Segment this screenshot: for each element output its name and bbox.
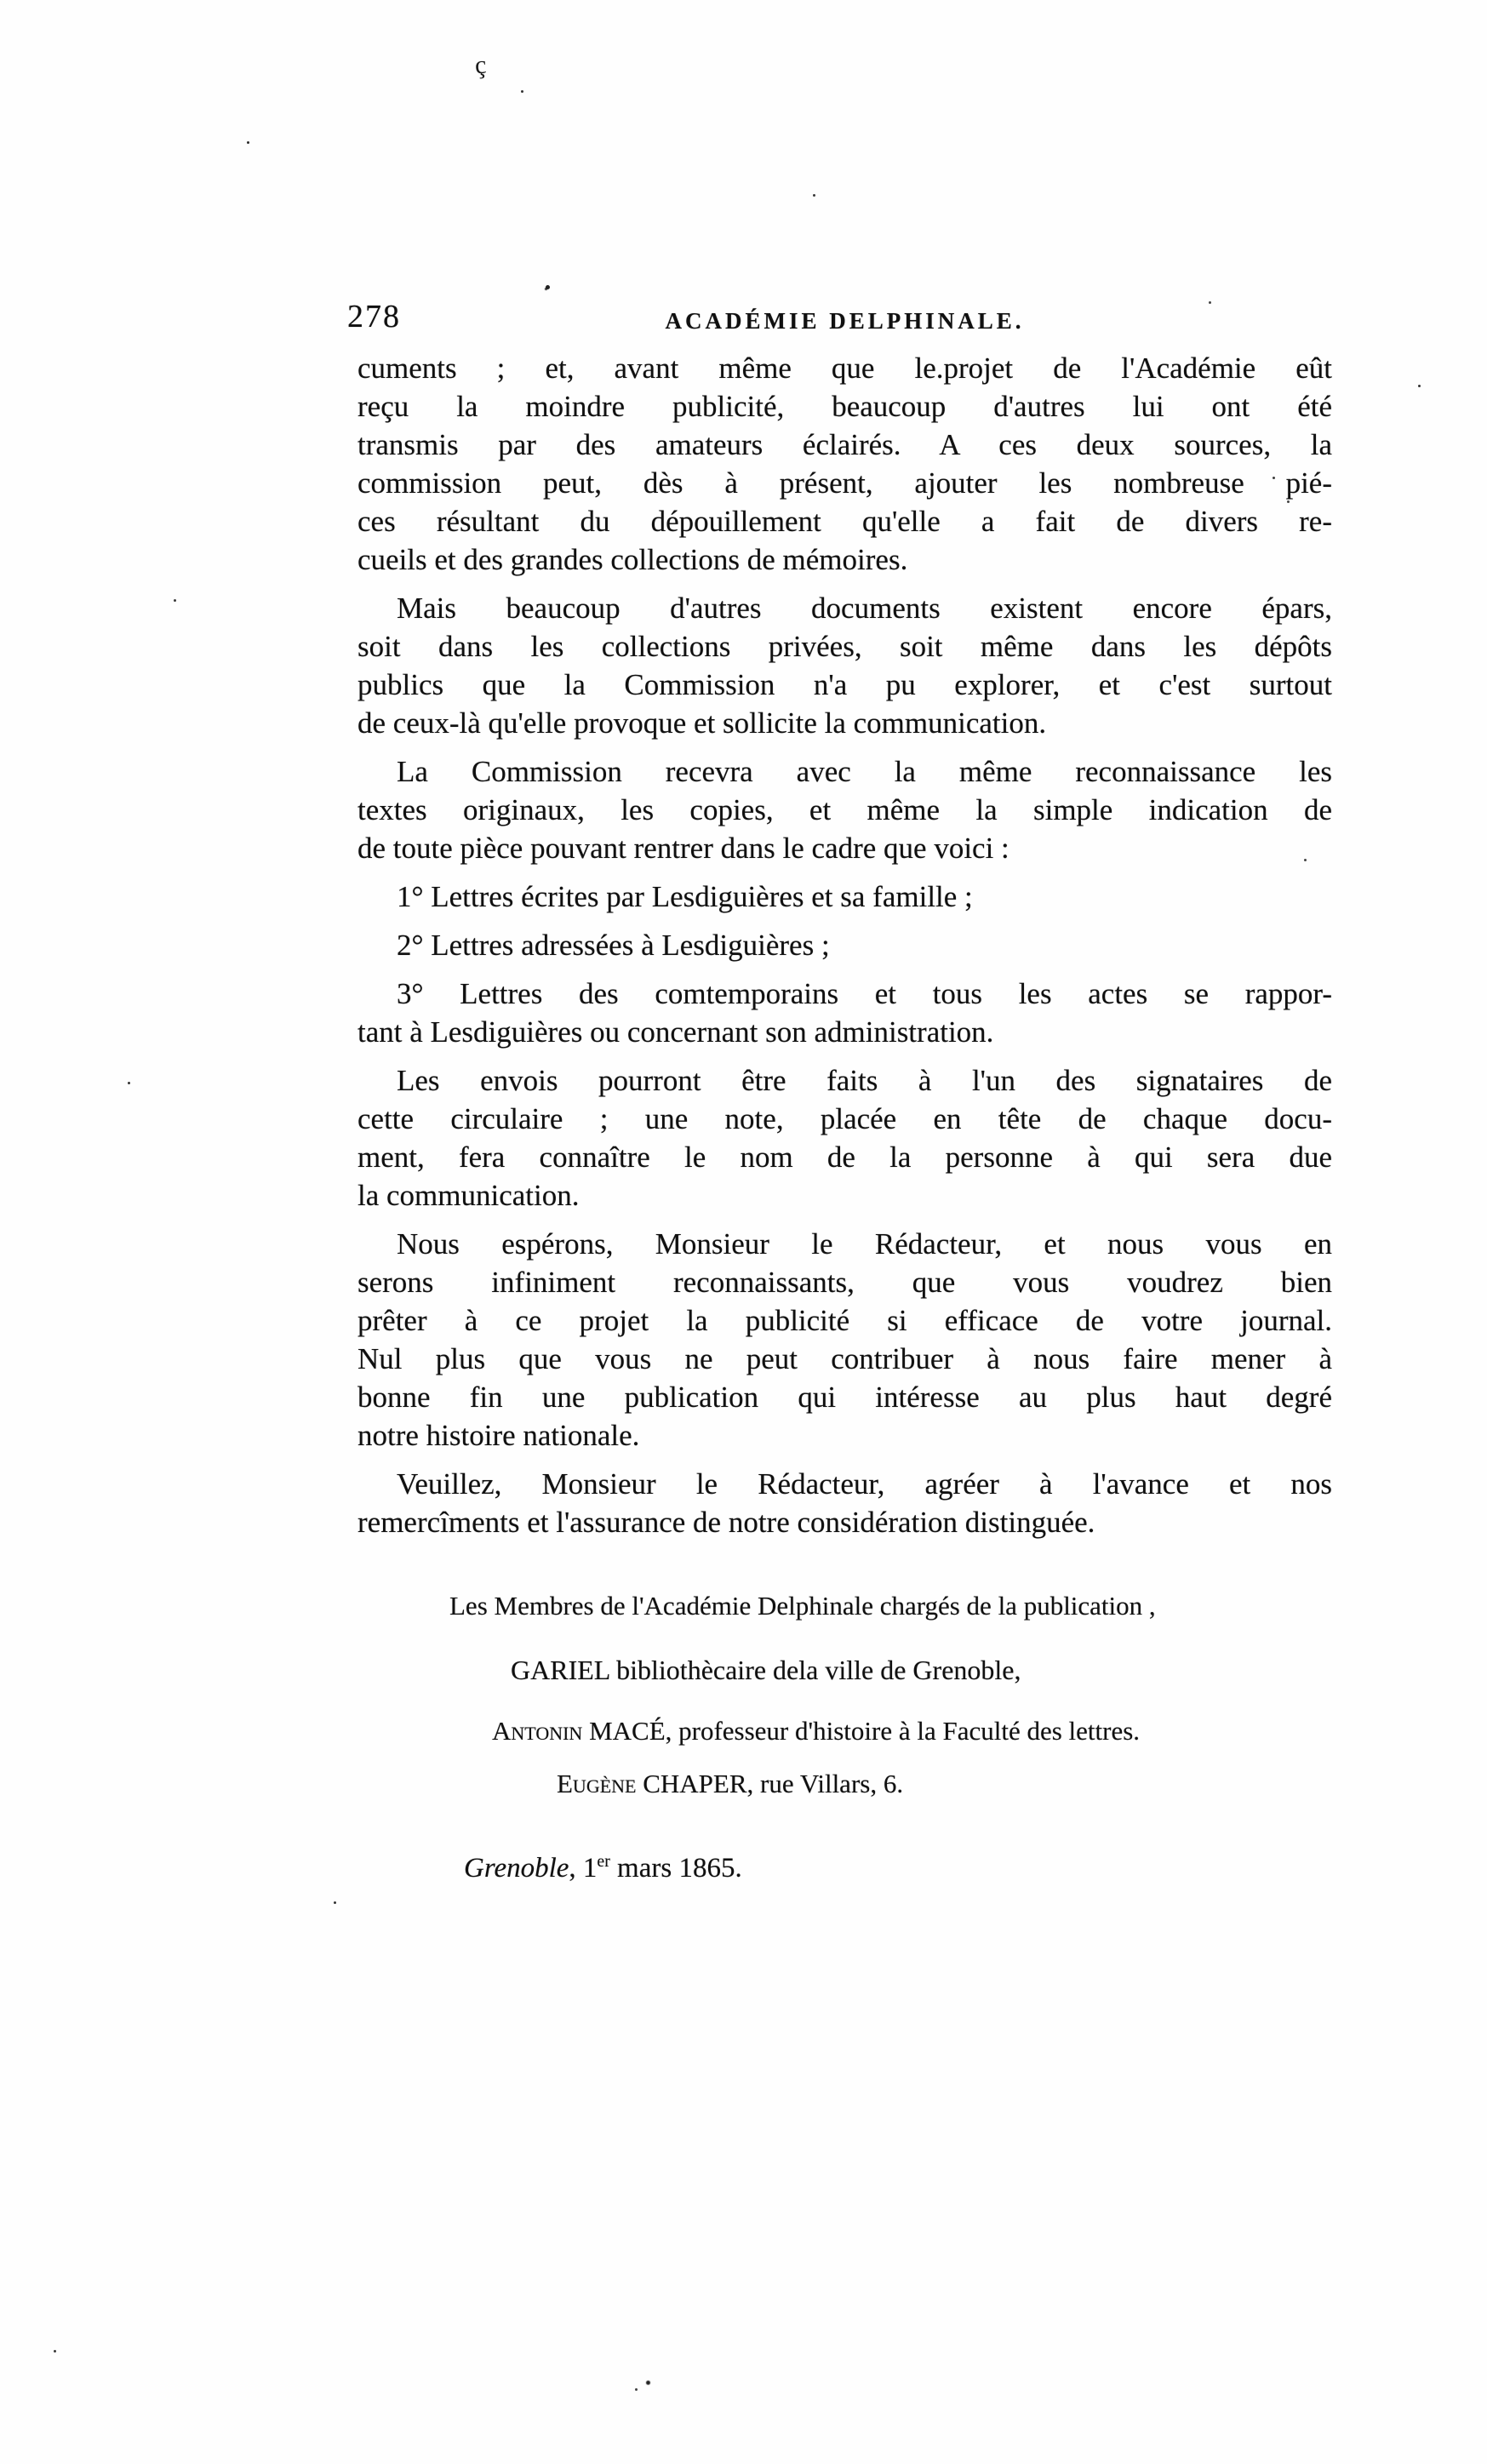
text-line: transmis par des amateurs éclairés. A ces deux sources, la (357, 428, 1332, 461)
text-line: Nous espérons, Monsieur le Rédacteur, et nous vous en (397, 1227, 1332, 1261)
page-number: 278 (347, 299, 401, 334)
text-line: de ceux-là qu'elle provoque et sollicite la communication. (357, 706, 1047, 740)
text-block (357, 349, 1332, 1552)
paragraph (357, 752, 1332, 867)
text-line: publics que la Commission n'a pu explorer, et c'est surtout (357, 668, 1332, 701)
dateline-separator: , (569, 1853, 583, 1884)
signature-member-smallcaps: Antonin (492, 1716, 583, 1746)
text-line: Mais beaucoup d'autres documents existent encore épars, (397, 592, 1332, 625)
text-line: textes originaux, les copies, et même la simple indication de (357, 793, 1332, 826)
text-line: cuments ; et, avant même que le.projet de l'Académie eût (357, 352, 1332, 385)
text-line: 3° Lettres des comtemporains et tous les actes se rappor- (397, 977, 1332, 1010)
text-line: cette circulaire ; une note, placée en tête de chaque docu- (357, 1102, 1332, 1135)
text-line: prêter à ce projet la publicité si efficace de votre journal. (357, 1304, 1332, 1337)
dateline (464, 1852, 742, 1884)
signature-member-rest: bibliothècaire dela ville de Grenoble, (609, 1655, 1021, 1685)
text-line: notre histoire nationale. (357, 1419, 640, 1452)
text-line: 1° Lettres écrites par Lesdiguières et sa famille ; (397, 880, 973, 913)
text-line: La Commission recevra avec la même reconnaissance les (397, 755, 1332, 788)
text-line: Veuillez, Monsieur le Rédacteur, agréer à l'avance et nos (397, 1467, 1332, 1501)
signature-member (511, 1655, 1021, 1686)
text-line: cueils et des grandes collections de mémoires. (357, 543, 908, 576)
text-line: Les envois pourront être faits à l'un des signataires de (397, 1064, 1332, 1097)
signature-intro: Les Membres de l'Académie Delphinale chargés de la publication , (449, 1591, 1156, 1621)
paragraph (357, 589, 1332, 742)
text-line: tant à Lesdiguières ou concernant son administration. (357, 1015, 994, 1049)
text-line: 2° Lettres adressées à Lesdiguières ; (397, 929, 830, 962)
paragraph (357, 1465, 1332, 1541)
paragraph (357, 349, 1332, 579)
text-line: la communication. (357, 1179, 580, 1212)
signature-member (492, 1716, 1140, 1747)
text-line: serons infiniment reconnaissants, que vous voudrez bien (357, 1266, 1332, 1299)
dateline-place: Grenoble (464, 1853, 569, 1884)
signature-member-caps: CHAPER (636, 1769, 747, 1798)
signature-member-caps: GARIEL (511, 1655, 610, 1685)
dateline-rest: mars 1865. (609, 1853, 742, 1884)
dateline-ordinal: er (597, 1852, 610, 1871)
paragraph (357, 975, 1332, 1051)
text-line: de toute pièce pouvant rentrer dans le cadre que voici : (357, 832, 1009, 865)
paragraph (357, 926, 1332, 964)
paragraph (357, 878, 1332, 916)
text-line: reçu la moindre publicité, beaucoup d'autres lui ont été (357, 390, 1332, 423)
signature-member-rest: , rue Villars, 6. (746, 1769, 904, 1798)
text-line: bonne fin une publication qui intéresse au plus haut degré (357, 1381, 1332, 1414)
paragraph (357, 1061, 1332, 1215)
dateline-day: 1 (582, 1853, 598, 1884)
text-line: commission peut, dès à présent, ajouter les nombreuse pié- (357, 466, 1332, 500)
text-line: remercîments et l'assurance de notre considération distinguée. (357, 1506, 1095, 1539)
signature-member-rest: , professeur d'histoire à la Faculté des lettres. (665, 1716, 1141, 1746)
text-line: Nul plus que vous ne peut contribuer à nous faire mener à (357, 1342, 1332, 1375)
text-line: ces résultant du dépouillement qu'elle a fait de divers re- (357, 505, 1332, 538)
stray-ink-mark: ç (473, 50, 488, 80)
running-title: ACADÉMIE DELPHINALE. (665, 308, 1025, 334)
text-line: soit dans les collections privées, soit même dans les dépôts (357, 630, 1332, 663)
paragraph (357, 1225, 1332, 1455)
signature-member-smallcaps: Eugène (557, 1769, 637, 1798)
text-line: ment, fera connaître le nom de la personne à qui sera due (357, 1141, 1332, 1174)
signature-member-caps: MACÉ (582, 1716, 666, 1746)
scan-noise-specks (247, 141, 249, 144)
signature-member (557, 1769, 903, 1799)
